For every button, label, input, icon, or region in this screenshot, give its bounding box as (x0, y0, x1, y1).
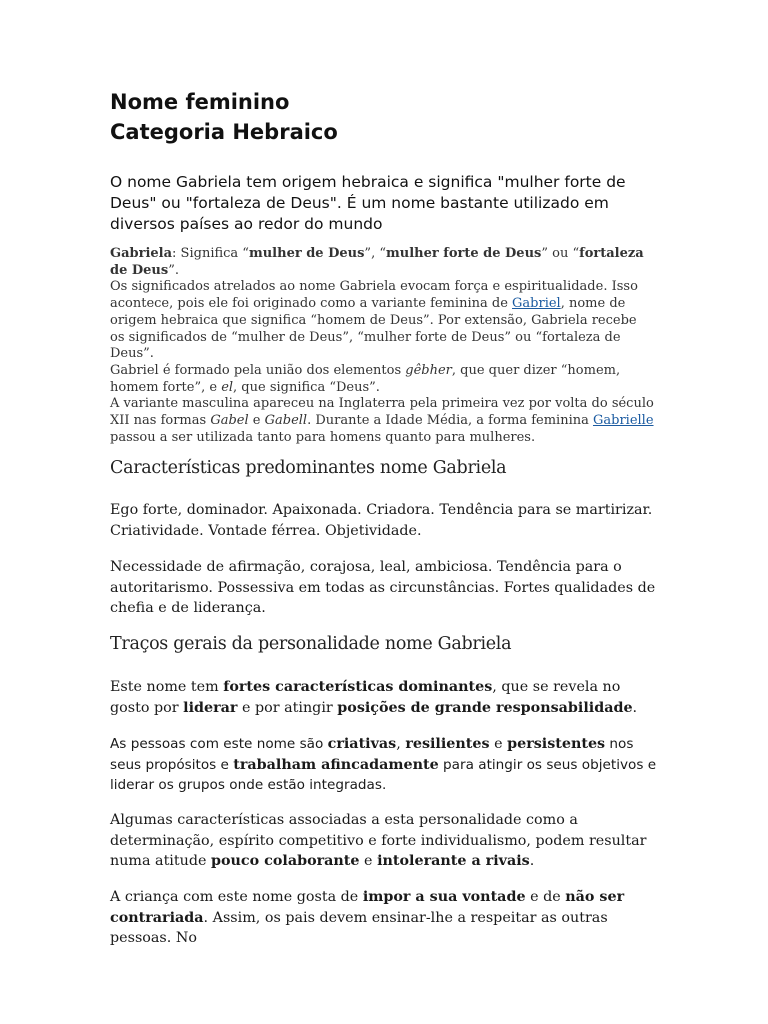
meaning-text: passou a ser utilizada tanto para homens quanto para mulheres. (110, 429, 536, 445)
meaning-text: Gabriel é formado pela união dos elementos (110, 362, 406, 378)
characteristics-paragraph-1: Ego forte, dominador. Apaixonada. Criadora. Tendência para se martirizar. Criatividade. Vontade férrea. Objetividade. (110, 502, 653, 539)
meaning-text: , que significa “Deus”. (233, 379, 380, 395)
meaning-italic: Gabell (264, 413, 308, 429)
personality-bold: criativas (327, 736, 397, 752)
meaning-text: . Durante a Idade Média, a forma feminina (307, 413, 593, 429)
personality-bold: intolerante a rivais (377, 853, 530, 869)
gabriel-link[interactable]: Gabriel (512, 296, 561, 312)
meaning-text: e (248, 413, 265, 429)
personality-paragraph-4 (110, 887, 660, 949)
personality-text: nos seus propósitos e (110, 736, 634, 773)
personality-bold: pouco colaborante (211, 853, 360, 869)
meaning-text: A variante masculina apareceu na Inglaterra pela primeira vez por volta do século XII nas formas (110, 396, 654, 429)
meaning-text: Os significados atrelados ao nome Gabriela evocam força e espiritualidade. Isso acontece, pois ele foi originado como a variante feminina de (110, 279, 638, 312)
personality-bold: impor a sua vontade (362, 889, 526, 905)
meaning-text: , que quer dizer “homem, homem forte”, e (110, 362, 621, 395)
personality-bold: fortes características dominantes (223, 679, 493, 695)
personality-text: e (359, 853, 378, 869)
meaning-bold: fortaleza de Deus (110, 246, 644, 278)
title-line-1: Nome feminino (110, 90, 290, 114)
meaning-text: ” ou “ (541, 246, 580, 261)
personality-text: Este nome tem (110, 679, 224, 695)
title-line-2: Categoria Hebraico (110, 120, 338, 144)
meaning-text: ”. (168, 262, 179, 278)
personality-paragraph-2 (110, 734, 660, 796)
personality-text: Algumas características associadas a esta personalidade como a determinação, espírito competitivo e forte individualismo, podem resultar numa atitude (110, 812, 647, 869)
meaning-text: ”, “ (364, 246, 386, 261)
intro-paragraph: O nome Gabriela tem origem hebraica e significa "mulher forte de Deus" ou "fortaleza de Deus". É um nome bastante utilizado em diversos países ao redor do mundo (110, 173, 626, 233)
meaning-name: Gabriela (110, 246, 173, 261)
personality-text: A criança com este nome gosta de (110, 889, 363, 905)
meaning-italic: el (221, 379, 234, 395)
personality-bold: persistentes (507, 736, 606, 752)
personality-bold: trabalham afincadamente (233, 756, 439, 773)
meaning-bold: mulher forte de Deus (385, 246, 542, 261)
personality-paragraph-1 (110, 677, 660, 718)
personality-bold: liderar (183, 699, 238, 716)
personality-text: e por atingir (237, 699, 338, 716)
personality-text: . (632, 699, 638, 716)
personality-text: e de (525, 889, 566, 905)
personality-bold: não ser contrariada (110, 889, 625, 926)
meaning-text: : Significa “ (172, 246, 249, 261)
personality-text: para atingir os seus objetivos e liderar os grupos onde estão integradas. (110, 756, 657, 793)
meaning-italic: gêbher (405, 362, 452, 378)
meaning-italic: Gabel (210, 413, 249, 429)
page-title (110, 87, 670, 147)
section-heading-personality: Traços gerais da personalidade nome Gabriela (110, 634, 512, 654)
meaning-bold: mulher de Deus (248, 246, 365, 261)
meaning-text: , nome de origem hebraica que significa “homem de Deus”. Por extensão, Gabriela recebe os significados de “mulher de Deus”, “mulher forte de Deus” ou “fortaleza de Deus”. (110, 296, 637, 362)
section-heading-characteristics: Características predominantes nome Gabriela (110, 458, 507, 478)
personality-text: , que se revela no gosto por (110, 679, 621, 716)
characteristics-paragraph-2: Necessidade de afirmação, corajosa, leal, ambiciosa. Tendência para o autoritarismo. Possessiva em todas as circunstâncias. Fortes qualidades de chefia e de liderança. (110, 559, 656, 616)
personality-text: . (529, 853, 535, 869)
personality-paragraph-3 (110, 810, 660, 872)
personality-bold: resilientes (405, 736, 490, 752)
personality-text: As pessoas com este nome são (110, 736, 328, 752)
personality-text: , (396, 736, 406, 752)
meaning-block (110, 246, 655, 446)
gabrielle-link[interactable]: Gabrielle (592, 413, 654, 429)
personality-bold: posições de grande responsabilidade (337, 699, 633, 716)
personality-text: . Assim, os pais devem ensinar-lhe a respeitar as outras pessoas. No (110, 909, 608, 946)
personality-text: e (489, 736, 508, 752)
